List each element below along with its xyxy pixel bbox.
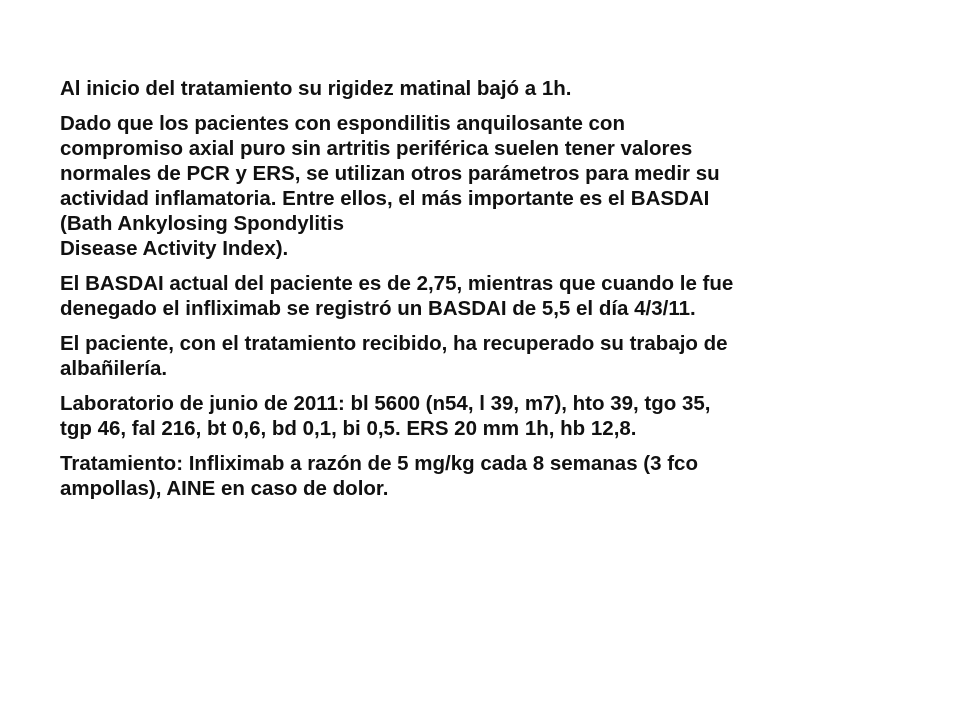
paragraph-basdai-values [60,271,920,321]
text-line: Dado que los pacientes con espondilitis anquilosante con [60,112,625,135]
text-line: tgp 46, fal 216, bt 0,6, bd 0,1, bi 0,5. ERS 20 mm 1h, hb 12,8. [60,417,637,440]
paragraph-lab-results [60,391,920,441]
slide-body-text [60,76,920,511]
text-line: compromiso axial puro sin artritis periférica suelen tener valores [60,137,693,160]
text-line: actividad inflamatoria. Entre ellos, el más importante es el BASDAI [60,187,710,210]
text-line: albañilería. [60,357,168,380]
text-line: Laboratorio de junio de 2011: bl 5600 (n54, l 39, m7), hto 39, tgo 35, [60,392,711,415]
paragraph-basdai-explanation [60,111,920,261]
paragraph-treatment [60,451,920,501]
text-line: ampollas), AINE en caso de dolor. [60,477,389,500]
text-line: normales de PCR y ERS, se utilizan otros parámetros para medir su [60,162,720,185]
text-line: El paciente, con el tratamiento recibido, ha recuperado su trabajo de [60,332,728,355]
text-line: denegado el infliximab se registró un BASDAI de 5,5 el día 4/3/11. [60,297,696,320]
paragraph-work-recovery [60,331,920,381]
text-line: El BASDAI actual del paciente es de 2,75, mientras que cuando le fue [60,272,734,295]
text-line: Al inicio del tratamiento su rigidez matinal bajó a 1h. [60,77,572,100]
text-line: Tratamiento: Infliximab a razón de 5 mg/kg cada 8 semanas (3 fco [60,452,698,475]
paragraph-morning-stiffness [60,76,920,101]
text-line: Disease Activity Index). [60,237,289,260]
text-line: (Bath Ankylosing Spondylitis [60,212,344,235]
